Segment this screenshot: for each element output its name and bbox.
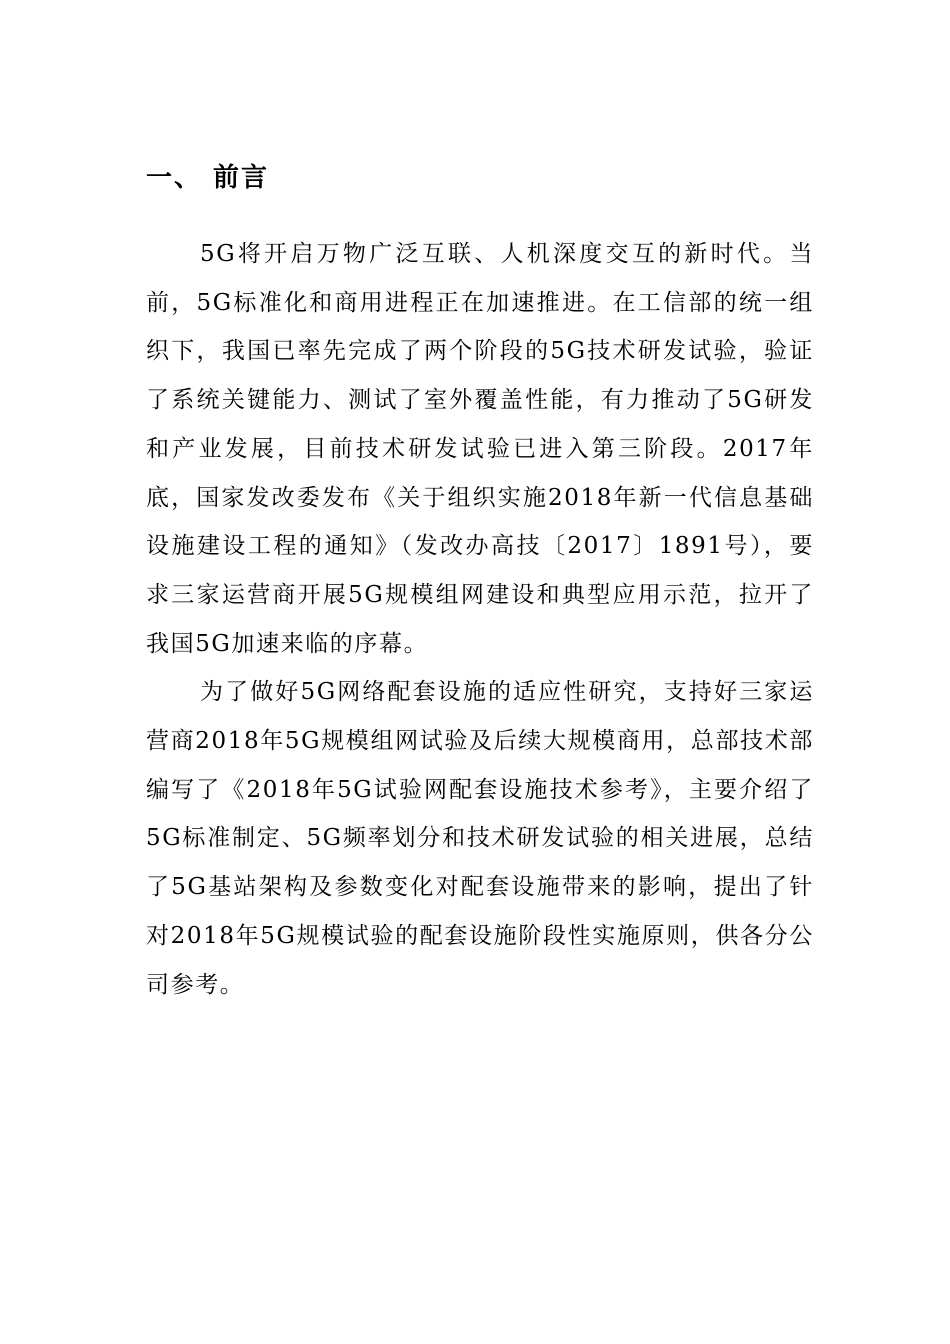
section-heading: 一、 前言	[146, 163, 270, 193]
body-text	[146, 230, 814, 1009]
paragraph-purpose: 为了做好5G网络配套设施的适应性研究，支持好三家运营商2018年5G规模组网试验及后续大规模商用，总部技术部编写了《2018年5G试验网配套设施技术参考》，主要介绍了5G标准制定、5G频率划分和技术研发试验的相关进展，总结了5G基站架构及参数变化对配套设施带来的影响，提出了针对2018年5G规模试验的配套设施阶段性实施原则，供各分公司参考。	[146, 679, 814, 998]
paragraph-intro: 5G将开启万物广泛互联、人机深度交互的新时代。当前，5G标准化和商用进程正在加速推进。在工信部的统一组织下，我国已率先完成了两个阶段的5G技术研发试验，验证了系统关键能力、测试了室外覆盖性能，有力推动了5G研发和产业发展，目前技术研发试验已进入第三阶段。2017年底，国家发改委发布《关于组织实施2018年新一代信息基础设施建设工程的通知》（发改办高技〔2017〕1891号），要求三家运营商开展5G规模组网建设和典型应用示范，拉开了我国5G加速来临的序幕。	[146, 241, 814, 657]
